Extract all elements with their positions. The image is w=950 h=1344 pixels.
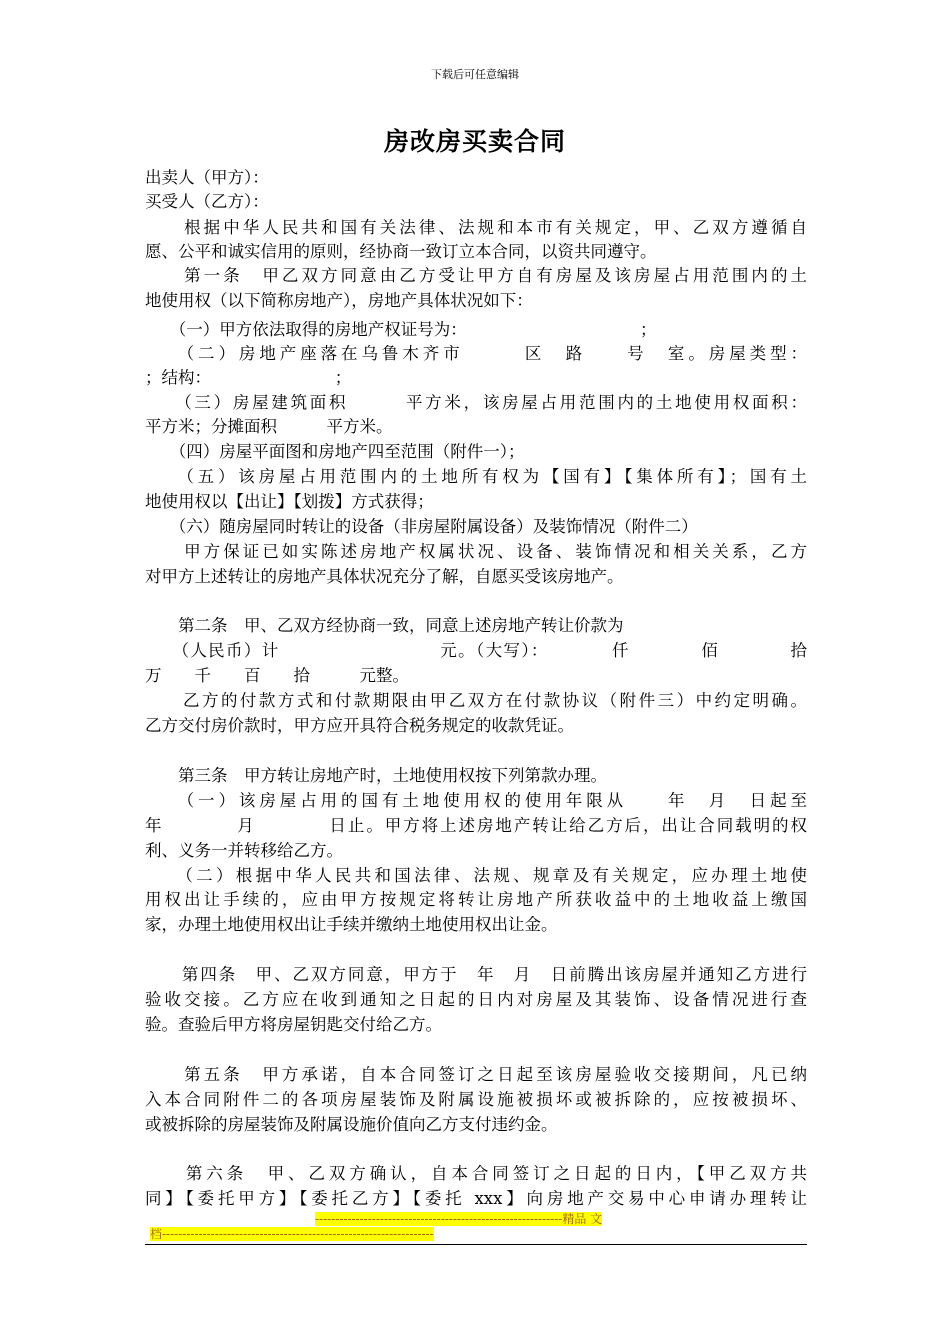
clause-line: 地使用权以【出让】【划拨】方式获得；: [145, 492, 434, 511]
article-1-line: 第一条 甲乙双方同意由乙方受让甲方自有房屋及该房屋占用范围内的土: [145, 266, 807, 285]
clause-line: （六）随房屋同时转让的设备（非房屋附属设备）及装饰情况（附件二）: [145, 517, 698, 536]
article-3-line: 用权出让手续的，应由甲方按规定将转让房地产所获收益中的土地收益上缴国: [145, 890, 807, 909]
article-1-line: 地使用权（以下简称房地产），房地产具体状况如下：: [145, 291, 533, 310]
article-5-line: 第五条 甲方承诺，自本合同签订之日起至该房屋验收交接期间，凡已纳: [145, 1065, 807, 1084]
document-title: 房改房买卖合同: [383, 127, 566, 156]
article-3-line: 年 月 日止。甲方将上述房地产转让给乙方后，出让合同载明的权: [145, 816, 807, 835]
article-2-line: 乙方的付款方式和付款期限由甲乙双方在付款协议（附件三）中约定明确。: [145, 691, 807, 710]
clause-line: （四）房屋平面图和房地产四至范围（附件一）；: [145, 442, 525, 461]
article-6-line: 第六条 甲、乙双方确认，自本合同签订之日起的日内，【甲乙双方共: [145, 1164, 807, 1183]
article-3-line: 利、义务一并转移给乙方。: [145, 841, 343, 860]
article-4-line: 验收交接。乙方应在收到通知之日起的日内对房屋及其装饰、设备情况进行查: [145, 990, 807, 1009]
article-4-line: 第四条 甲、乙双方同意，甲方于 年 月 日前腾出该房屋并通知乙方进行: [145, 965, 807, 984]
article-2-line: 乙方交付房价款时，甲方应开具符合税务规定的收款凭证。: [145, 716, 574, 735]
header-note: 下载后可任意编辑: [431, 68, 519, 81]
footer-rule: [145, 1244, 807, 1245]
article-2-line: （人民币）计 元。（大写）： 仟 佰 拾: [145, 641, 807, 660]
guarantee-line: 对甲方上述转让的房地产具体状况充分了解，自愿买受该房地产。: [145, 567, 624, 586]
article-3-line: 第三条 甲方转让房地产时，土地使用权按下列第款办理。: [145, 766, 607, 785]
preamble-line: 根据中华人民共和国有关法律、法规和本市有关规定，甲、乙双方遵循自: [145, 218, 807, 237]
article-2-line: 万 千 百 拾 元整。: [145, 666, 409, 685]
article-4-line: 验。查验后甲方将房屋钥匙交付给乙方。: [145, 1015, 442, 1034]
guarantee-line: 甲方保证已如实陈述房地产权属状况、设备、装饰情况和相关关系，乙方: [145, 542, 807, 561]
preamble-line: 愿、公平和诚实信用的原则，经协商一致订立本合同，以资共同遵守。: [145, 242, 657, 261]
clause-line: （二）房地产座落在乌鲁木齐市 区 路 号 室。房屋类型：: [145, 344, 807, 363]
article-6-line: 同】【委托甲方】【委托乙方】【委托 xxx】向房地产交易中心申请办理转让: [145, 1189, 807, 1208]
article-5-line: 或被拆除的房屋装饰及附属设施价值向乙方支付违约金。: [145, 1115, 558, 1134]
article-3-line: 家，办理土地使用权出让手续并缴纳土地使用权出让金。: [145, 915, 558, 934]
article-3-line: （一）该房屋占用的国有土地使用权的使用年限从 年 月 日起至: [145, 791, 807, 810]
buyer-line: 买受人（乙方）：: [145, 192, 269, 211]
seller-line: 出卖人（甲方）：: [145, 168, 269, 187]
footer-watermark: [0, 1212, 950, 1242]
watermark-line: -------------------------------------------------------------精品 文: [315, 1212, 603, 1226]
clause-line: ；结构： ；: [145, 368, 352, 387]
clause-line: （一）甲方依法取得的房地产权证号为： ；: [145, 320, 657, 339]
watermark-line: 档-------------------------------------------------------------------: [150, 1227, 434, 1241]
clause-line: 平方米；分摊面积 平方米。: [145, 417, 393, 436]
clause-line: （五）该房屋占用范围内的土地所有权为【国有】【集体所有】；国有土: [145, 467, 807, 486]
clause-line: （三）房屋建筑面积 平方米，该房屋占用范围内的土地使用权面积：: [145, 393, 807, 412]
article-3-line: （二）根据中华人民共和国法律、法规、规章及有关规定，应办理土地使: [145, 866, 807, 885]
article-5-line: 入本合同附件二的各项房屋装饰及附属设施被损坏或被拆除的，应按被损坏、: [145, 1090, 807, 1109]
article-2-line: 第二条 甲、乙双方经协商一致，同意上述房地产转让价款为: [145, 616, 624, 635]
